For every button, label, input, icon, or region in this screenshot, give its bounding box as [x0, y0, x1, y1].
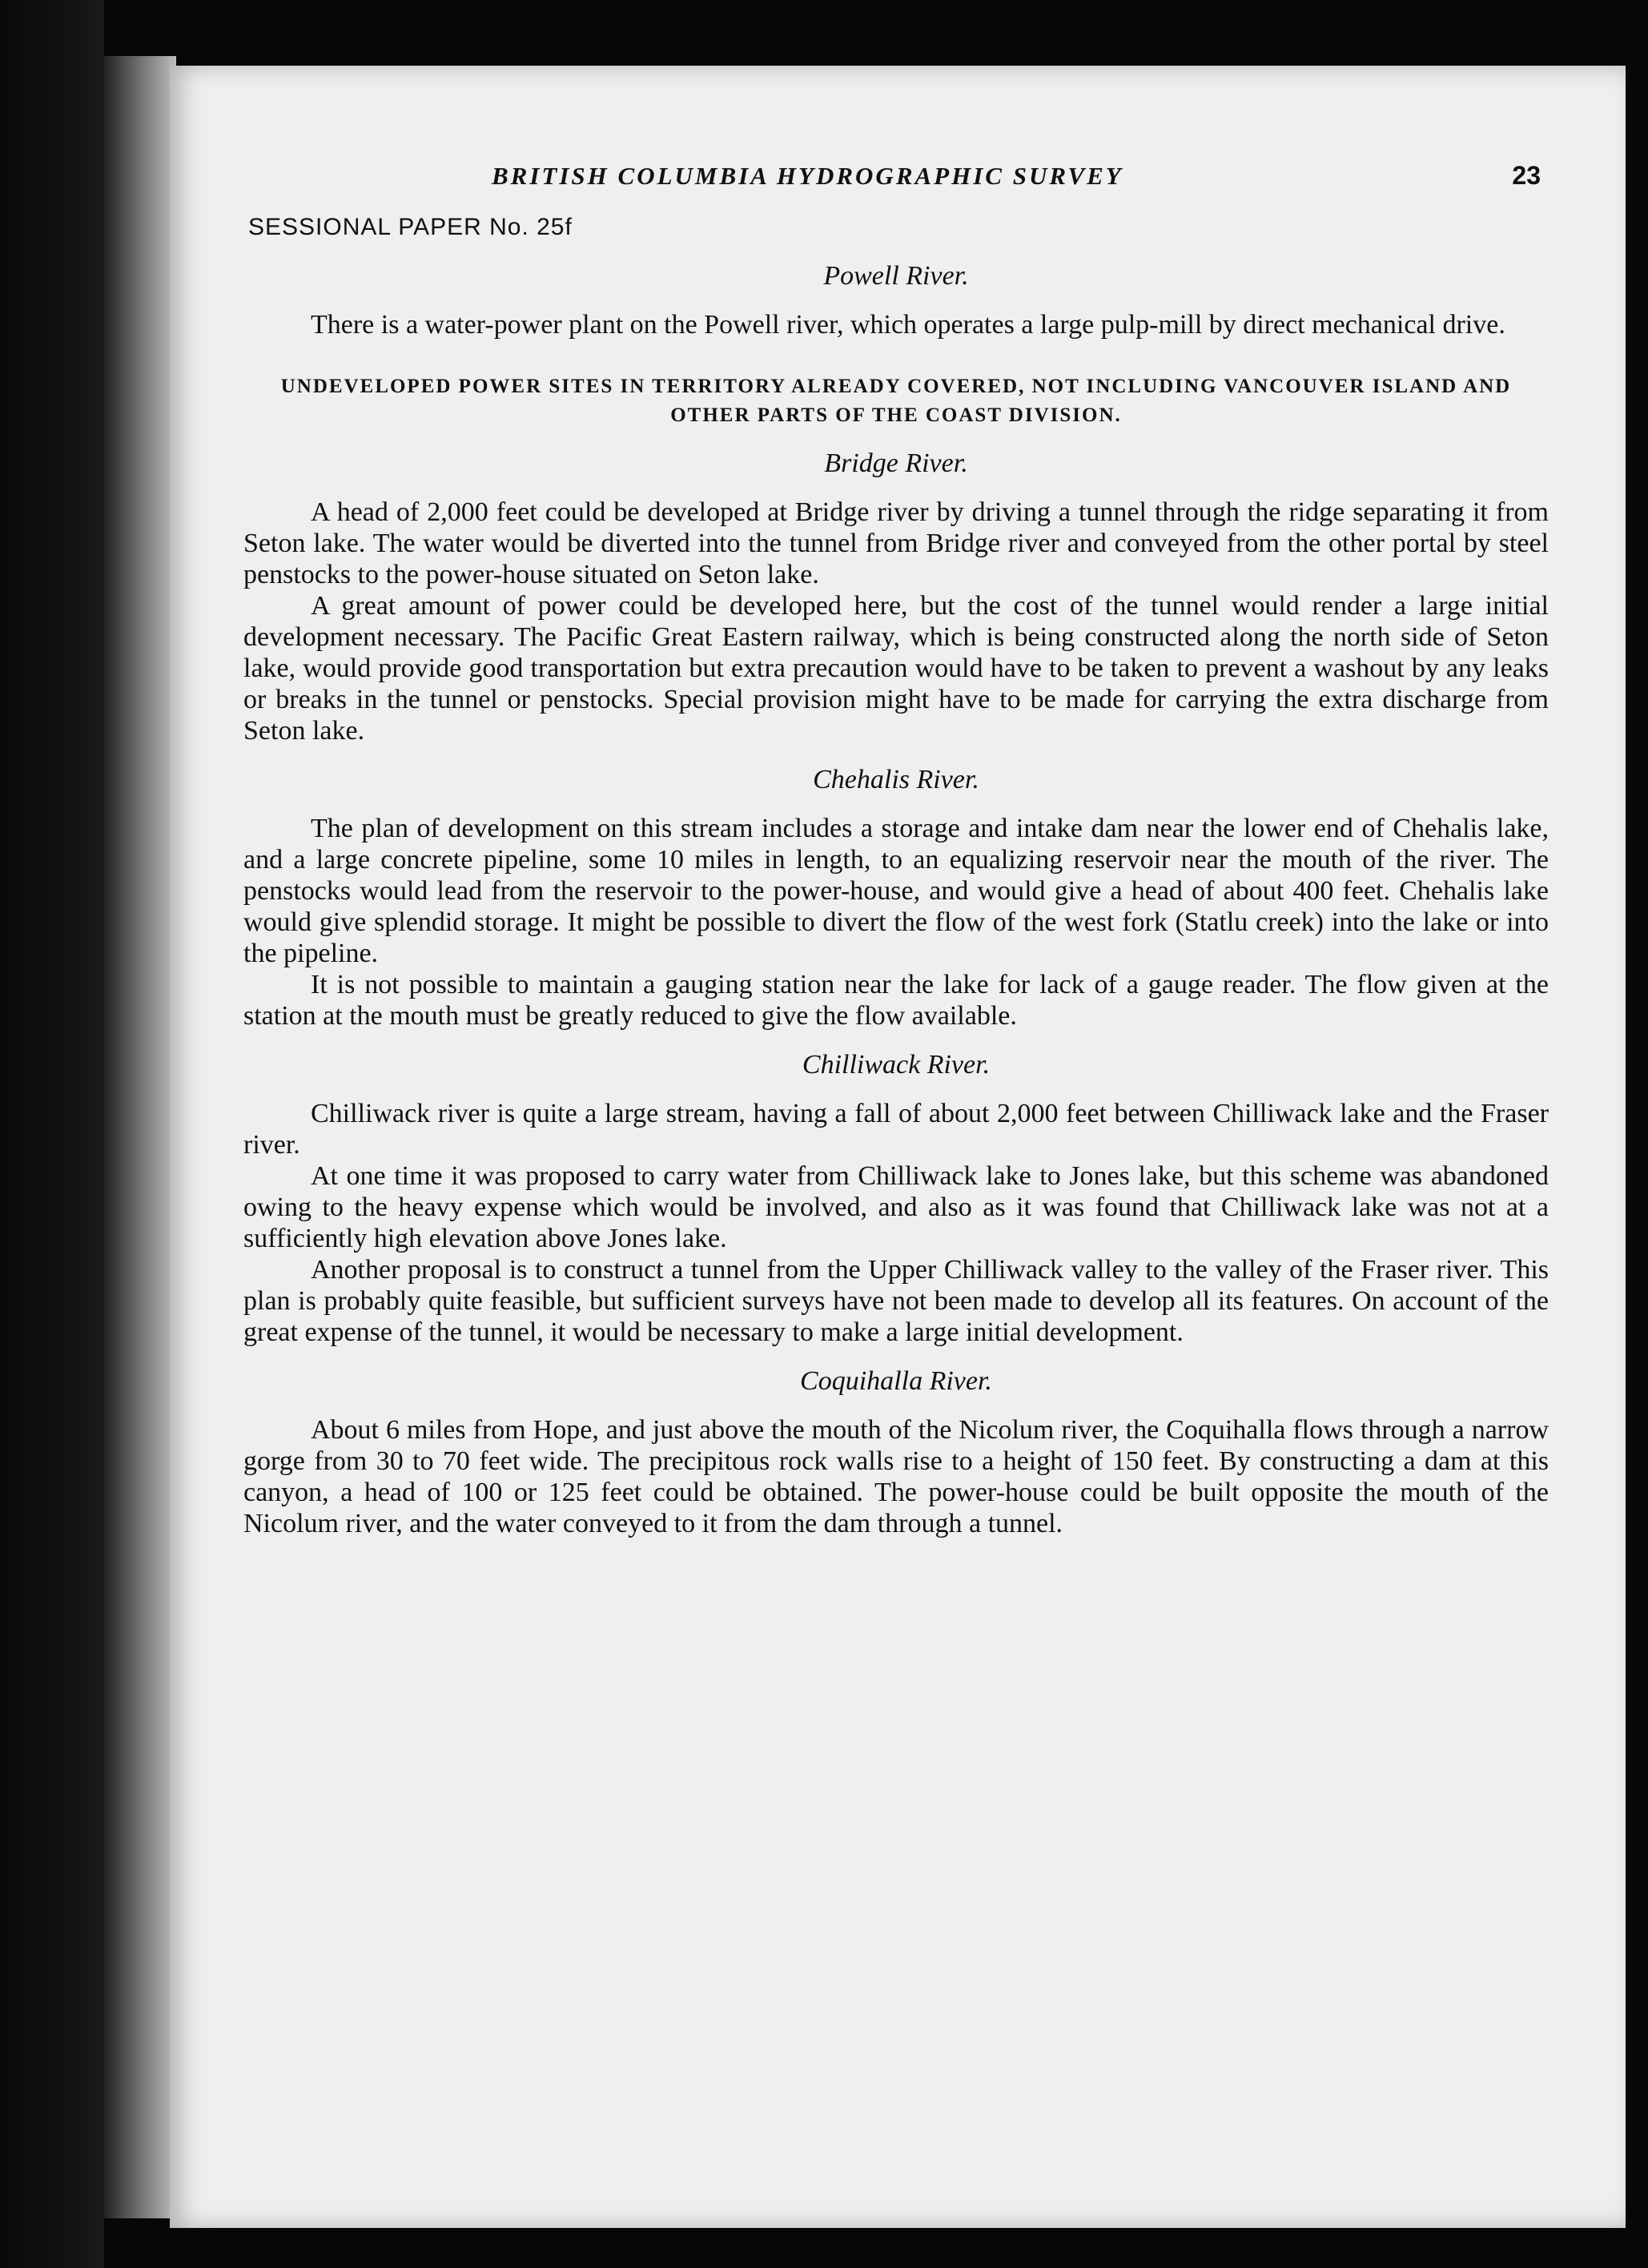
- paragraph: Another proposal is to construct a tunnel from the Upper Chilliwack valley to the valley of the Fraser river. This plan is probably quite feasible, but sufficient surveys have not been made to develop all its features. On account of the great expense of the tunnel, it would be necessary to make a large initial development.: [243, 1255, 1549, 1347]
- paragraph: It is not possible to maintain a gauging station near the lake for lack of a gauge reader. The flow given at the station at the mouth must be greatly reduced to give the flow available.: [243, 970, 1549, 1031]
- section-heading-coquihalla: Coquihalla River.: [800, 1366, 992, 1396]
- document-page: [170, 66, 1626, 2228]
- paragraph: A great amount of power could be developed here, but the cost of the tunnel would render a large initial development necessary. The Pacific Great Eastern railway, which is being constructed along the north side of Seton lake, would provide good transportation but extra precaution would have to be taken to prevent a washout by any leaks or breaks in the tunnel or penstocks. Special provision might have to be made for carrying the extra discharge from Seton lake.: [243, 591, 1549, 746]
- sessional-paper-label: SESSIONAL PAPER No. 25f: [248, 214, 573, 240]
- running-title: BRITISH COLUMBIA HYDROGRAPHIC SURVEY: [492, 162, 1123, 190]
- section-heading-chehalis: Chehalis River.: [813, 765, 979, 794]
- page-number: 23: [1512, 161, 1541, 190]
- paragraph: About 6 miles from Hope, and just above the mouth of the Nicolum river, the Coquihalla flows through a narrow gorge from 30 to 70 feet wide. The precipitous rock walls rise to a height of 150 feet. By constructing a dam at this canyon, a head of 100 or 125 feet could be obtained. The power-house could be built opposite the mouth of the Nicolum river, and the water conveyed to it from the dam through a tunnel.: [243, 1415, 1549, 1538]
- paragraph: A head of 2,000 feet could be developed at Bridge river by driving a tunnel through the ridge separating it from Seton lake. The water would be diverted into the tunnel from Bridge river and conveyed from the other portal by steel penstocks to the power-house situated on Seton lake.: [243, 497, 1549, 589]
- running-header: [243, 160, 1549, 195]
- left-page-edge: [104, 56, 176, 2218]
- paragraph: The plan of development on this stream includes a storage and intake dam near the lower end of Chehalis lake, and a large concrete pipeline, some 10 miles in length, to an equalizing reservoir near the mouth of the river. The penstocks would lead from the reservoir to the power-house, and would give a head of about 400 feet. Chehalis lake would give splendid storage. It might be possible to divert the flow of the west fork (Statlu creek) into the lake or into the pipeline.: [243, 814, 1549, 968]
- paragraph: There is a water-power plant on the Powell river, which operates a large pulp-mill by direct mechanical drive.: [311, 310, 1505, 340]
- section-heading-bridge: Bridge River.: [824, 448, 968, 478]
- left-dark-margin: [0, 0, 104, 2268]
- section-heading-chilliwack: Chilliwack River.: [802, 1050, 991, 1080]
- section-heading-undeveloped: UNDEVELOPED POWER SITES IN TERRITORY ALREADY COVERED, NOT INCLUDING VANCOUVER ISLAND AND OTHER PARTS OF THE COAST DIVISION.: [280, 376, 1512, 426]
- section-heading-powell: Powell River.: [823, 261, 969, 291]
- page-text-column: [243, 160, 1549, 1539]
- paragraph: At one time it was proposed to carry water from Chilliwack lake to Jones lake, but this scheme was abandoned owing to the heavy expense which would be involved, and also as it was found that Chilliwack lake was not at a sufficiently high elevation above Jones lake.: [243, 1161, 1549, 1253]
- paragraph: Chilliwack river is quite a large stream, having a fall of about 2,000 feet between Chilliwack lake and the Fraser river.: [243, 1099, 1549, 1160]
